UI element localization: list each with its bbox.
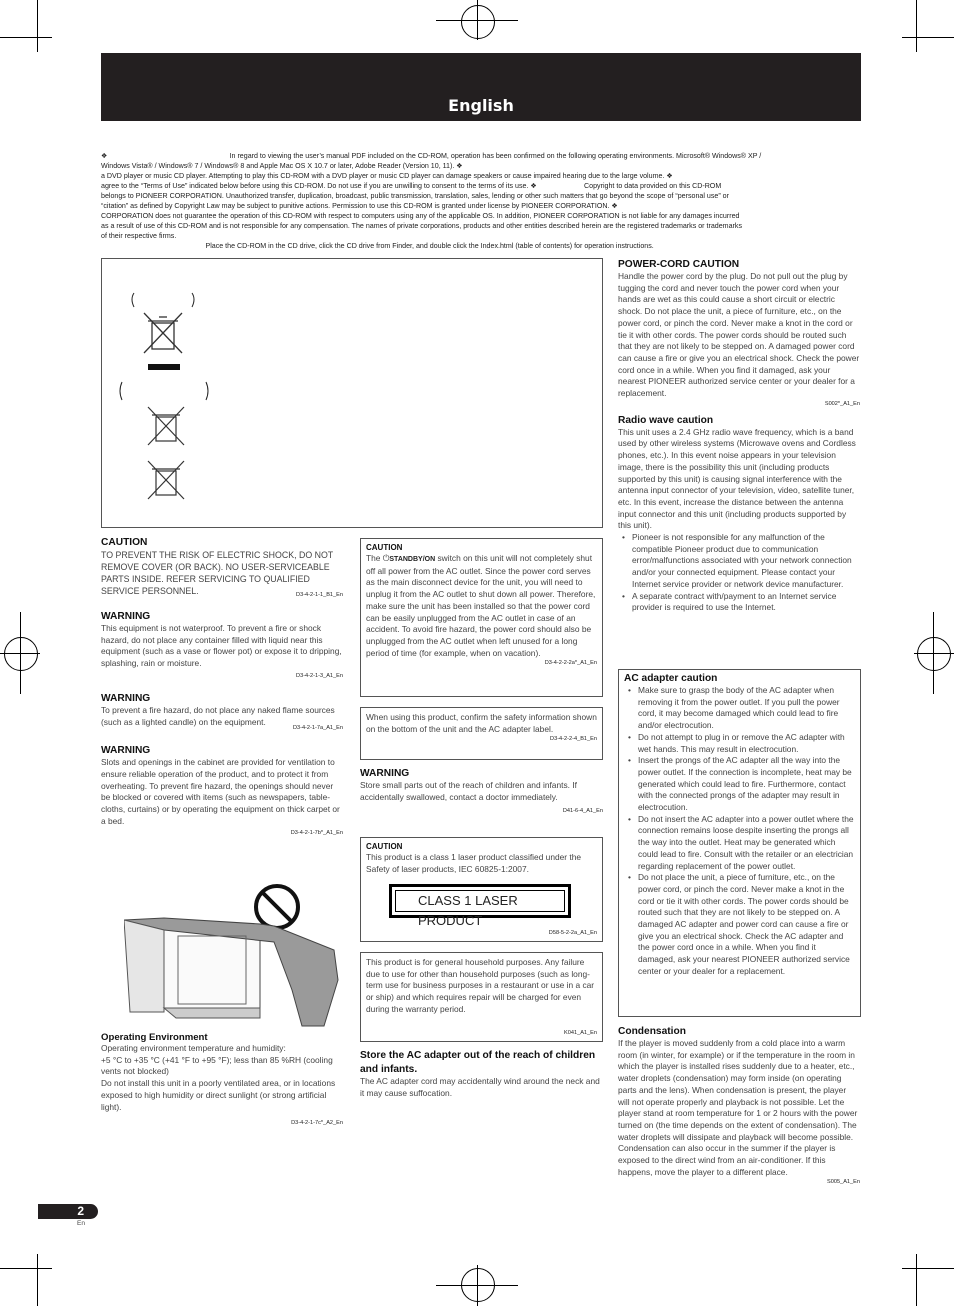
caution-heading: CAUTION bbox=[101, 537, 148, 548]
warning-water-text: This equipment is not waterproof. To prevent a fire or shock hazard, do not place any container filled with liquid near this equipment (such as a vase or flower pot) or expose it to dripping, splashing, rain or moisture. bbox=[101, 623, 342, 669]
left-column bbox=[101, 536, 343, 837]
warning-ventilation-text: Slots and openings in the cabinet are provided for ventilation to ensure reliable operation of the product, and to protect it from overheating. To prevent fire hazard, the openings should never be blocked or covered with items (such as newspapers, table-cloths, curtains) or by operating the equipment on thick carpet or a bed. bbox=[101, 757, 340, 826]
laser-label-text: CLASS 1 LASER PRODUCT bbox=[395, 890, 565, 912]
condensation-text: If the player is moved suddenly from a cold place into a warm room (in winter, for example) or if the temperature in the room in which the player is installed rises suddenly due to a heater, etc., water droplets (condensation) may form inside (on operating parts and the lens). When condensation is present, the player will not operate properly and playback is not possible. Let the player stand at room temperature for 1 or 2 hours with the power turned on (the time depends on the extent of condensation). The water droplets will dissipate and playback will become possible. Condensation can also occur in the summer if the player is exposed to the direct wind from an air-conditioner. If this happens, move the player to a different place. bbox=[618, 1038, 858, 1177]
warning-heading: WARNING bbox=[101, 692, 151, 704]
safety-info-code: D3-4-2-2-4_B1_En bbox=[550, 736, 597, 743]
page-language: En bbox=[77, 1220, 85, 1227]
laser-caution-box bbox=[360, 837, 603, 942]
condensation-heading: Condensation bbox=[618, 1026, 686, 1037]
radio-wave-heading: Radio wave caution bbox=[618, 414, 714, 426]
radio-wave-notes bbox=[618, 532, 860, 614]
condensation-section bbox=[618, 1025, 860, 1186]
ac-adapter-heading: AC adapter caution bbox=[624, 673, 718, 684]
warning-heading: WARNING bbox=[101, 745, 151, 757]
caution-text: TO PREVENT THE RISK OF ELECTRIC SHOCK, DO NOT REMOVE COVER (OR BACK). NO USER-SERVICEABLE PARTS INSIDE. REFER SERVICING TO QUALIFIED SERVICE PERSONNEL. bbox=[101, 550, 334, 596]
adapter-reach-section bbox=[360, 1049, 603, 1099]
small-parts-heading: WARNING bbox=[360, 768, 410, 779]
operating-environment-heading: Operating Environment bbox=[101, 1032, 208, 1043]
power-cord-code: S002*_A1_En bbox=[824, 400, 860, 407]
intro-line: CORPORATION does not guarantee the operation of this CD-ROM with respect to computers using any of the applicable OS. In addition, PIONEER CORPORATION is not liable for any damages incurred bbox=[101, 212, 740, 220]
household-use-code: K041_A1_En bbox=[564, 1030, 597, 1036]
power-cord-heading: POWER-CORD CAUTION bbox=[618, 259, 740, 270]
small-parts-code: D41-6-4_A1_En bbox=[562, 808, 603, 815]
operating-environment-section bbox=[101, 1032, 343, 1127]
condensation-code: S005_A1_En bbox=[827, 1179, 860, 1186]
intro-line: Place the CD-ROM in the CD drive, click the CD drive from Finder, and double click the Index.html (table of contents) for operation instructions. bbox=[101, 242, 654, 250]
standby-caution-box bbox=[360, 538, 603, 697]
intro-line: of their respective firms. bbox=[101, 232, 177, 240]
language-banner bbox=[101, 53, 861, 121]
caution-code: D3-4-2-1-1_B1_En bbox=[296, 592, 343, 598]
radio-wave-text: This unit uses a 2.4 GHz radio wave frequency, which is a band used by other wireless systems (Microwave ovens and Cordless phones, etc.). In this event noise appears in your television image, there is the possibility this unit (including products supported by this unit) is causing signal interference with the antenna input connector of your television, video, satellite tuner, etc. In this event, increase the distance between the antenna input connector and this unit (including products supported by this unit). bbox=[618, 426, 856, 531]
adapter-reach-heading: Store the AC adapter out of the reach of children and infants. bbox=[360, 1050, 596, 1075]
list-item: • A separate contract with/payment to an Internet service provider is required to use the Internet. bbox=[632, 591, 860, 614]
intro-line: Windows Vista® / Windows® 7 / Windows® 8 and Apple Mac OS X 10.7 or later, Adobe Reader (Version 10, 11). ❖ bbox=[101, 162, 463, 170]
ac-adapter-list bbox=[624, 685, 855, 978]
power-cord-text: Handle the power cord by the plug. Do not pull out the plug by tugging the cord and never touch the power cord when your hands are wet as this could cause a short circuit or electric shock. Do not place the unit, a piece of furniture, etc., on the power cord, or pinch the cord. Never make a knot in the cord or tie it with other cords. The power cords should be routed such that they are not likely to be stepped on. A damaged power cord can cause a fire or give you an electrical shock. Check the power cord once in a while. When you find it damaged, ask your nearest PIONEER authorized service center or your dealer for a replacement. bbox=[618, 271, 860, 399]
adapter-reach-text: The AC adapter cord may accidentally wind around the neck and it may cause suffocation. bbox=[360, 1076, 600, 1098]
small-parts-warning bbox=[360, 767, 603, 815]
list-item: • Do not attempt to plug in or remove the AC adapter with wet hands. This may result in electrocution. bbox=[638, 732, 855, 755]
cd-rom-notice bbox=[101, 151, 861, 251]
warning-ventilation-code: D3-4-2-1-7b*_A1_En bbox=[290, 830, 343, 837]
standby-caution-heading: CAUTION bbox=[366, 543, 403, 552]
intro-line: as a result of use of this CD-ROM and is not responsible for any compensation. The names of private corporations, products and other entities described herein are the registered trademarks or trademarks bbox=[101, 222, 742, 230]
right-column bbox=[618, 258, 860, 614]
list-item: • Pioneer is not responsible for any malfunction of the compatible Pioneer product due to communication error/malfunctions associated with your network connection and/or your connected equipment. Please contact your Internet service provider or network device manufacturer. bbox=[632, 532, 860, 591]
list-item: • Insert the prongs of the AC adapter all the way into the power outlet. If the connection is incomplete, heat may be generated which could lead to fire. Furthermore, contact with the connected prongs of the adapter may result in electrocution. bbox=[638, 755, 855, 814]
page-number: 2 bbox=[38, 1204, 98, 1219]
small-parts-text: Store small parts out of the reach of children and infants. If accidentally swallowed, contact a doctor immediately. bbox=[360, 780, 577, 802]
operating-environment-note: Do not install this unit in a poorly ventilated area, or in locations exposed to high humidity or direct sunlight (or strong artificial light). bbox=[101, 1078, 336, 1112]
operating-environment-line: Operating environment temperature and humidity: bbox=[101, 1043, 286, 1053]
intro-line: “citation” as defined by Copyright Law may be subject to punitive actions. Permission to use this CD-ROM is granted under license by PIONEER CORPORATION. ❖ bbox=[101, 202, 618, 210]
warning-heading: WARNING bbox=[101, 611, 151, 622]
laser-caution-heading: CAUTION bbox=[366, 842, 403, 851]
standby-caution-code: D3-4-2-2-2a*_A1_En bbox=[544, 660, 597, 667]
disposal-info-box bbox=[101, 258, 603, 528]
covered-unit-illustration bbox=[124, 880, 344, 1028]
safety-info-box bbox=[360, 707, 603, 760]
intro-line: ❖ In regard to viewing the user’s manual PDF included on the CD-ROM, operation has been confirmed on the following operating environments. Microsoft® Windows® XP / bbox=[101, 152, 762, 160]
standby-caution-text: The ⏻STANDBY/ON switch on this unit will not completely shut off all power from the AC outlet. Since the power cord serves as the main disconnect device for the unit, you will need to unplug it from the AC outlet to shut down all power. Therefore, make sure the unit has been installed so that the power cord can be easily unplugged from the AC outlet in case of an accident. To avoid fire hazard, the power cord should also be unplugged from the AC outlet when left unused for a long period of time (for example, when on vacation). bbox=[366, 553, 596, 658]
language-title: English bbox=[448, 96, 514, 115]
laser-label bbox=[389, 884, 571, 928]
intro-line: belongs to PIONEER CORPORATION. Unauthorized transfer, duplication, broadcast, public transmission, translation, sales, lending or other such matters that go beyond the scope of “personal use” or bbox=[101, 192, 729, 200]
laser-caution-text: This product is a class 1 laser product classified under the Safety of laser products, IEC 60825-1:2007. bbox=[366, 852, 582, 874]
warning-water-code: D3-4-2-1-3_A1_En bbox=[296, 672, 343, 679]
household-use-box bbox=[360, 952, 603, 1042]
list-item: • Make sure to grasp the body of the AC adapter when removing it from the power outlet. If you pull the power cord, it may become damaged which could lead to fire and/or electrocution. bbox=[638, 685, 855, 732]
intro-line: a DVD player or music CD player. Attempting to play this CD-ROM with a DVD player or music CD player can damage speakers or cause impaired hearing due to the large volume. ❖ bbox=[101, 172, 673, 180]
warning-flame-code: D3-4-2-1-7a_A1_En bbox=[292, 725, 343, 732]
crossed-bin-icon bbox=[112, 279, 242, 539]
power-icon: ⏻ bbox=[382, 553, 390, 563]
intro-line: agree to the “Terms of Use” indicated below before using this CD-ROM. Do not use if you are unwilling to consent to the terms of its use. ❖ Copyright to data provided on this CD-ROM bbox=[101, 182, 722, 190]
household-use-text: This product is for general household purposes. Any failure due to use for other than household purposes (such as long-term use for business purposes in a restaurant or use in a car or ship) and which requires repair will be charged for even during the warranty period. bbox=[366, 957, 595, 1014]
ac-adapter-caution-box bbox=[618, 669, 861, 1017]
operating-environment-range: +5 °C to +35 °C (+41 °F to +95 °F); less than 85 %RH (cooling vents not blocked) bbox=[101, 1054, 333, 1077]
safety-info-text: When using this product, confirm the safety information shown on the bottom of the unit and the AC adapter label. bbox=[366, 712, 597, 734]
list-item: • Do not place the unit, a piece of furniture, etc., on the power cord, or pinch the cord. Never make a knot in the cord or tie it with other cords. The power cords should be routed such that they are not likely to be stepped on. A damaged AC adapter and power cord can cause a fire or give you an electrical shock. Check the AC adapter and the power cord once in a while. When you find it damaged, ask your nearest PIONEER authorized service center or your dealer for a replacement. bbox=[638, 872, 855, 977]
laser-caution-code: D58-5-2-2a_A1_En bbox=[548, 930, 597, 936]
list-item: • Do not insert the AC adapter into a power outlet where the connection remains loose despite inserting the prongs all the way into the outlet. Heat may be generated which could lead to fire. Consult with the retailer or an electrician regarding replacement of the power outlet. bbox=[638, 814, 855, 873]
warning-flame-text: To prevent a fire hazard, do not place any naked flame sources (such as a lighted candle) on the equipment. bbox=[101, 704, 335, 727]
operating-environment-code: D3-4-2-1-7c*_A2_En bbox=[291, 1120, 343, 1127]
